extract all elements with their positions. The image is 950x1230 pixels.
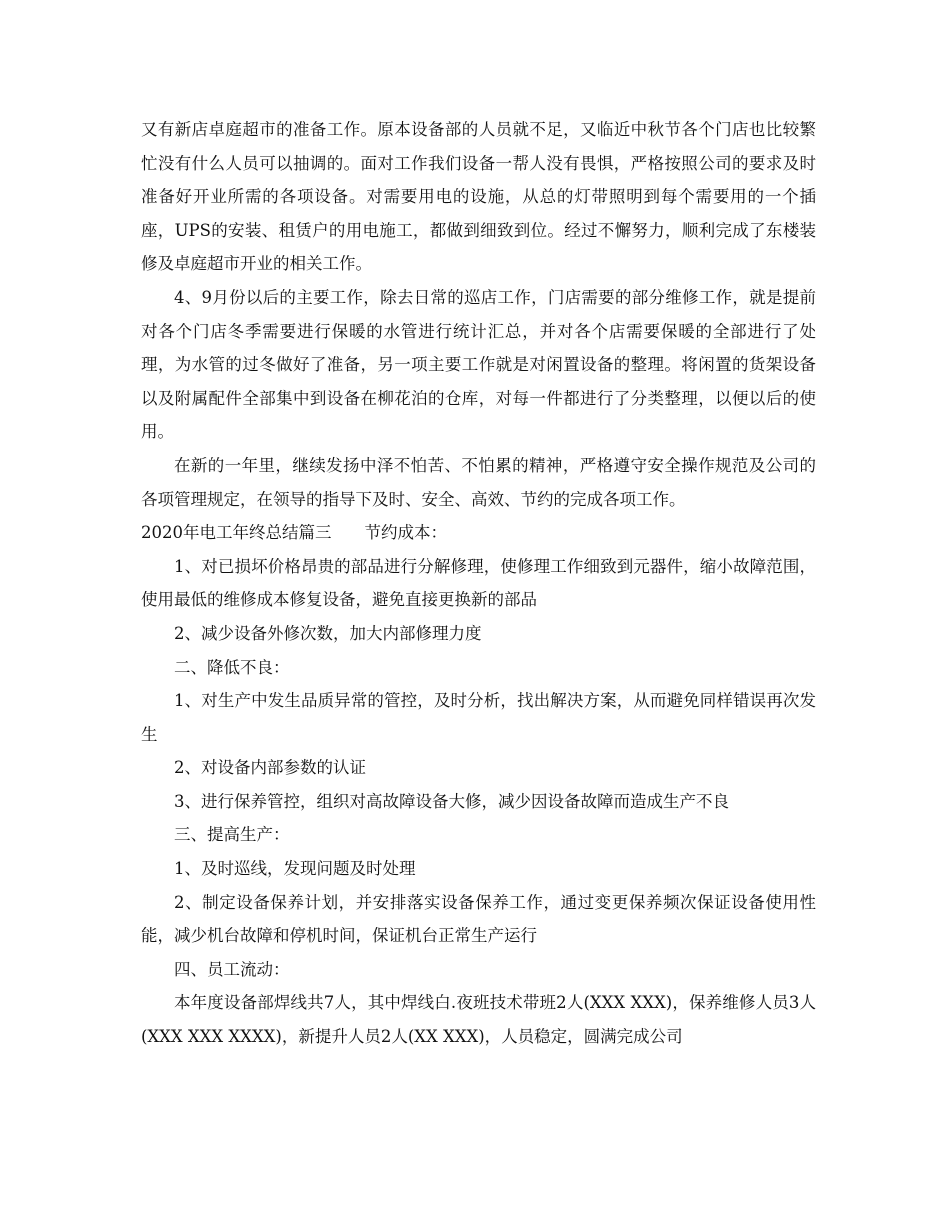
subheading-reduce-defects: 二、降低不良：: [174, 657, 290, 677]
document-body: [141, 113, 816, 1054]
paragraph-1: 又有新店卓庭超市的准备工作。原本设备部的人员就不足，又临近中秋节各个门店也比较繁忙没有什么人员可以抽调的。面对工作我们设备一帮人没有畏惧，严格按照公司的要求及时准备好开业所需的各项设备。对需要用电的设施，从总的灯带照明到每个需要用的一个插座，UPS的安装、租赁户的用电施工，都做到细致到位。经过不懈努力，顺利完成了东楼装修及卓庭超市开业的相关工作。: [141, 120, 816, 274]
paragraph-13: 2、制定设备保养计划，并安排落实设备保养工作，通过变更保养频次保证设备使用性能，减少机台故障和停机时间，保证机台正常生产运行: [141, 892, 816, 946]
paragraph-6: 2、减少设备外修次数，加大内部修理力度: [174, 623, 482, 643]
paragraph-10: 3、进行保养管控，组织对高故障设备大修，减少因设备故障而造成生产不良: [174, 791, 729, 811]
section-heading: 2020年电工年终总结篇三 节约成本：: [141, 523, 447, 543]
paragraph-15: 本年度设备部焊线共7人，其中焊线白.夜班技术带班2人(XXX XXX)，保养维修人员3人(XXX XXX XXXX)，新提升人员2人(XX XXX)，人员稳定，圆满完成公司: [141, 993, 816, 1047]
subheading-improve-production: 三、提高生产：: [174, 825, 290, 845]
subheading-staff-turnover: 四、员工流动：: [174, 959, 290, 979]
paragraph-12: 1、及时巡线，发现问题及时处理: [174, 859, 416, 879]
paragraph-2: 4、9月份以后的主要工作，除去日常的巡店工作，门店需要的部分维修工作，就是提前对各个门店冬季需要进行保暖的水管进行统计汇总，并对各个店需要保暖的全部进行了处理，为水管的过冬做好了准备，另一项主要工作就是对闲置设备的整理。将闲置的货架设备以及附属配件全部集中到设备在柳花泊的仓库，对每一件都进行了分类整理，以便以后的使用。: [141, 287, 816, 442]
paragraph-8: 1、对生产中发生品质异常的管控，及时分析，找出解决方案，从而避免同样错误再次发生: [141, 691, 816, 744]
paragraph-5: 1、对已损坏价格昂贵的部品进行分解修理，使修理工作细致到元器件，缩小故障范围，使用最低的维修成本修复设备，避免直接更换新的部品: [141, 556, 816, 610]
paragraph-9: 2、对设备内部参数的认证: [174, 758, 366, 778]
paragraph-3: 在新的一年里，继续发扬中泽不怕苦、不怕累的精神，严格遵守安全操作规范及公司的各项管理规定，在领导的指导下及时、安全、高效、节约的完成各项工作。: [141, 455, 816, 509]
